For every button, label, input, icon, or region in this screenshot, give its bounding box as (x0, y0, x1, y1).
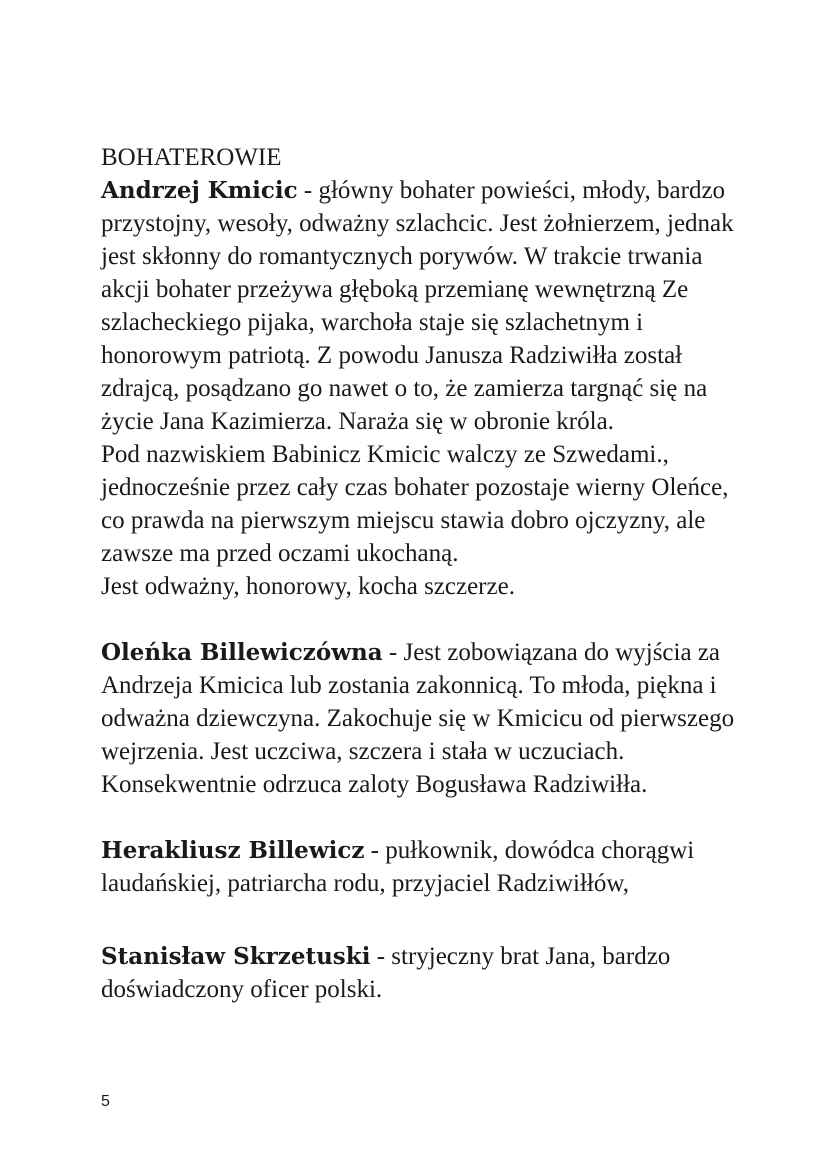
character-description: pułkownik, dowódca chorągwi laudańskiej, patriarcha rodu, przyjaciel Radziwiłłów, (101, 837, 695, 897)
character-name: Andrzej Kmicic (101, 177, 298, 204)
character-entry-stanislaw-skrzetuski (101, 940, 741, 1006)
character-name: Stanisław Skrzetuski (101, 943, 371, 970)
character-entry-olenka-billewiczowna (101, 636, 741, 801)
character-name: Herakliusz Billewicz (101, 837, 365, 864)
character-description-continued: Pod nazwiskiem Babinicz Kmicic walczy ze Szwedami., jednocześnie przez cały czas bohater pozostaje wierny Oleńce, co prawda na pierwszym miejscu stawia dobro ojczyzny, ale zawsze ma przed oczami ukochaną. (101, 441, 729, 567)
page-content (101, 141, 741, 1006)
character-description: główny bohater powieści, młody, bardzo przystojny, wesoły, odważny szlachcic. Jest żołnierzem, jednak jest skłonny do romantycznych porywów. W trakcie trwania akcji bohater przeżywa głęboką przemianę wewnętrzną Ze szlacheckiego pijaka, warchoła staje się szlachetnym i honorowym patriotą. Z powodu Janusza Radziwiłła został zdrajcą, posądzano go nawet o to, że zamierza targnąć się na życie Jana Kazimierza. Naraża się w obronie króla. (101, 177, 734, 435)
spacer (101, 603, 741, 636)
section-title: BOHATEROWIE (101, 144, 282, 171)
name-separator: - (382, 639, 404, 666)
page-number: 5 (101, 1093, 110, 1110)
character-entry-andrzej-kmicic (101, 174, 741, 438)
character-name: Oleńka Billewiczówna (101, 639, 383, 666)
name-separator: - (370, 943, 392, 970)
name-separator: - (364, 837, 386, 864)
spacer (101, 801, 741, 834)
character-entry-herakliusz-billewicz (101, 834, 741, 900)
name-separator: - (297, 177, 319, 204)
spacer (101, 900, 741, 940)
character-description: Jest zobowiązana do wyjścia za Andrzeja Kmicica lub zostania zakonnicą. To młoda, piękna i odważna dziewczyna. Zakochuje się w Kmicicu od pierwszego wejrzenia. Jest uczciwa, szczera i stała w uczuciach. Konsekwentnie odrzuca zaloty Bogusława Radziwiłła. (101, 639, 735, 798)
character-description-continued: Jest odważny, honorowy, kocha szczerze. (101, 573, 515, 600)
character-description: stryjeczny brat Jana, bardzo doświadczony oficer polski. (101, 943, 671, 1003)
